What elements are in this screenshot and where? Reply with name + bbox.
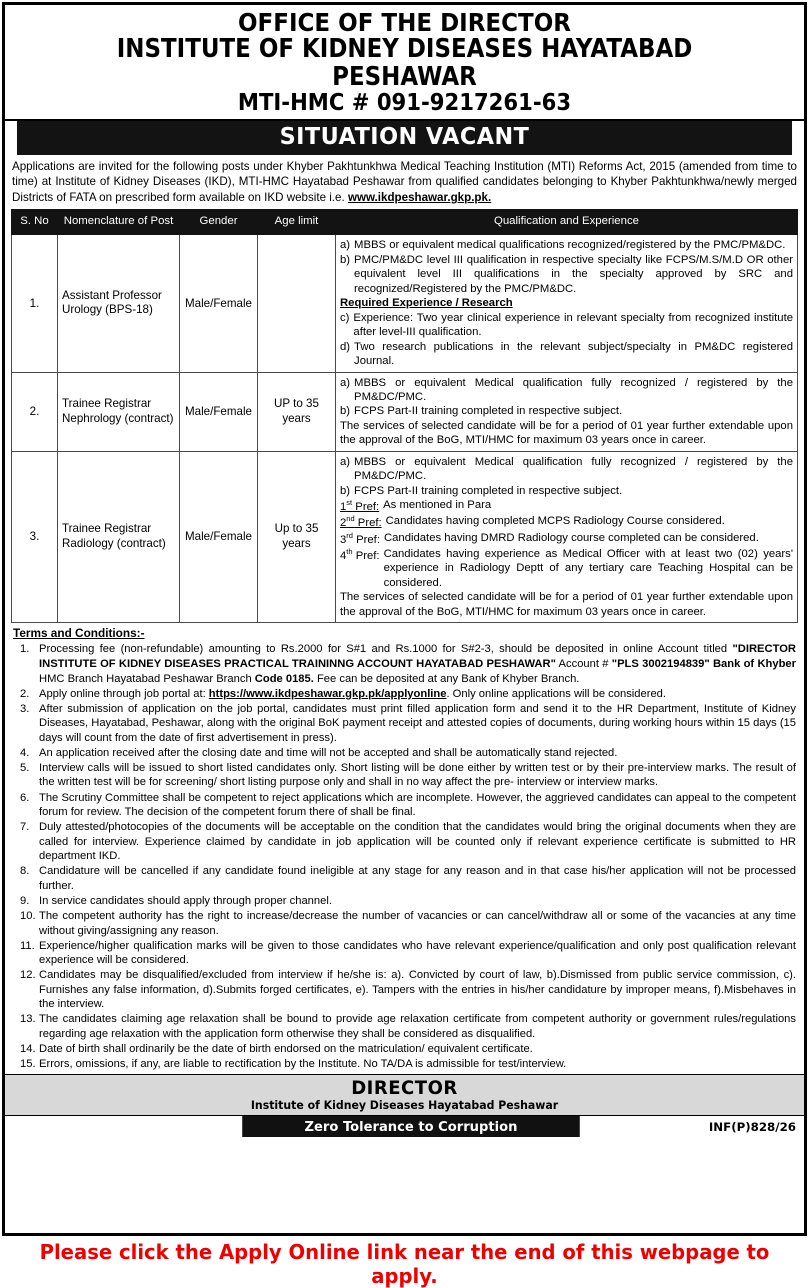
- institute-title: INSTITUTE OF KIDNEY DISEASES HAYATABAD PESHAWAR: [116, 34, 693, 92]
- table-row: [12, 372, 798, 451]
- qualification-note: Required Experience / Research: [340, 297, 513, 310]
- term-text: In service candidates should apply through proper channel.: [39, 894, 332, 907]
- term-item: [13, 909, 796, 938]
- qualification-text: Candidates having experience as Medical Officer with at least two (02) years' experience in Radiology Deptt of any tertiary care Teaching Hospital can be considered.: [383, 547, 793, 589]
- qualification-item: [340, 404, 793, 418]
- table-row: [12, 451, 798, 622]
- contact-line: MTI-HMC # 091-9217261-63: [237, 90, 572, 117]
- term-text: Errors, omissions, if any, are liable to rectification by the Institute. No TA/DA is admissible for test/interview.: [39, 1058, 567, 1071]
- term-text: Candidature will be cancelled if any candidate found ineligible at any stage for any reason and in that case his/her application will not be processed further.: [39, 865, 796, 892]
- jobs-table-body: [12, 235, 798, 623]
- apply-online-url[interactable]: https://www.ikdpeshawar.gkp.pk/applyonline: [208, 687, 447, 700]
- qualification-note: The services of selected candidate will be for a period of 01 year further extendable upon the approval of the BoG, MTI/HMC for maximum 03 years once in career.: [340, 591, 793, 618]
- term-item: [13, 746, 796, 761]
- qualification-text: MBBS or equivalent Medical qualification fully recognized / registered by the PM&DC/PMC.: [354, 455, 793, 483]
- cell-qualification: [336, 235, 798, 372]
- term-number: 7.: [20, 821, 30, 834]
- intro-text: Applications are invited for the following posts under Khyber Pakhtunkhwa Medical Teaching Institution (MTI) Reforms Act, 2015 (amended from time to time) at Institute of Kidney Diseases (IKD), MTI-HMC Hayatabad Peshawar from qualified candidates belonging to Khyber Pakhtunkhwa/newly merged Districts of FATA on prescribed form available on IKD website i.e.: [12, 159, 797, 205]
- cell-age-limit: [258, 235, 336, 372]
- qualification-marker: 1st Pref:: [340, 498, 380, 513]
- qualification-marker: d): [340, 340, 351, 353]
- term-item: [13, 1012, 796, 1041]
- term-text: Duly attested/photocopies of the documents will be acceptable on the condition that the candidates would bring the original documents when they are called for interview. Experience claimed by candidate in job application will be counted only if relevant experience certificate is submitted to HR department IKD.: [39, 821, 796, 863]
- cell-post-name: Trainee Registrar Nephrology (contract): [58, 372, 180, 451]
- qualification-text: As mentioned in Para: [383, 499, 492, 512]
- table-header-row: [12, 209, 798, 235]
- term-text: Interview calls will be issued to short listed candidates only. Short listing will be done either by written test or by their pre-interview marks. The result of the written test will be for screening/ short listing purpose only and shall in no way affect the pre- interview or interview marks.: [39, 761, 796, 789]
- term-number: 11.: [20, 939, 35, 952]
- term-number: 3.: [20, 702, 30, 715]
- qualification-item: [340, 455, 793, 484]
- intro-paragraph: [5, 155, 804, 209]
- term-item: [13, 968, 796, 1012]
- term-item: [13, 894, 796, 909]
- footer-institute-name: Institute of Kidney Diseases Hayatabad Peshawar: [250, 1098, 559, 1113]
- qualification-marker: a): [340, 455, 351, 468]
- term-number: 12.: [20, 969, 36, 982]
- terms-section: [5, 623, 804, 1074]
- qualification-marker: 2nd Pref:: [340, 514, 382, 530]
- qualification-marker: a): [340, 376, 351, 389]
- cell-qualification: [336, 451, 798, 622]
- qualification-marker: b): [340, 484, 351, 497]
- term-number: 10.: [20, 910, 36, 922]
- term-item: [13, 864, 796, 893]
- cell-qualification: [336, 372, 798, 451]
- qualification-item: [340, 376, 793, 405]
- term-item: [13, 939, 796, 968]
- qualification-text: FCPS Part-II training completed in respective subject.: [354, 405, 623, 418]
- qualification-item: [340, 311, 793, 340]
- term-number: 8.: [20, 865, 30, 878]
- cell-serial-number: 1.: [12, 235, 58, 372]
- qualification-text: Two research publications in the relevant subject/specialty in PM&DC registered Journal.: [354, 340, 793, 368]
- term-number: 2.: [20, 687, 30, 700]
- qualification-marker: b): [340, 405, 351, 418]
- term-text: The candidates claiming age relaxation shall be bound to provide age relaxation certificate from competent authority or government rules/regulations regarding age relaxation with the application form otherwise they shall be considered as disqualified.: [39, 1013, 796, 1040]
- qualification-item: [340, 531, 793, 547]
- qualification-text: FCPS Part-II training completed in respective subject.: [354, 484, 623, 497]
- col-header-age: Age limit: [258, 209, 336, 235]
- term-item: [13, 1057, 796, 1072]
- qualification-item: [340, 238, 793, 252]
- col-header-qualification: Qualification and Experience: [336, 209, 798, 235]
- qualification-text: Experience: Two year clinical experience in relevant specialty from recognized institute after level-III qualification.: [353, 311, 793, 339]
- qualification-marker: 3rd Pref:: [340, 530, 380, 546]
- qualification-item: [340, 340, 793, 369]
- cell-age-limit: Up to 35 years: [258, 451, 336, 622]
- situation-vacant-banner: SITUATION VACANT: [17, 121, 792, 155]
- qualification-marker: c): [340, 311, 350, 324]
- term-number: 13.: [20, 1013, 36, 1026]
- term-item: [13, 820, 796, 864]
- footer-slogan-bar: [5, 1115, 804, 1137]
- term-number: 14.: [20, 1043, 36, 1056]
- term-text: Candidates may be disqualified/excluded from interview if he/she is: a). Convicted by court of law, b).Dismissed from public service commission, c). Furnishes any false information, d).Submits forged certificates, e). Tampers with the entries in his/her candidature by improper means, f).Misbehaves in the interview.: [39, 969, 796, 1011]
- qualification-text: MBBS or equivalent Medical qualification fully recognized / registered by the PM&DC/PMC.: [354, 376, 793, 403]
- cell-serial-number: 2.: [12, 372, 58, 451]
- qualification-item: [340, 253, 793, 296]
- term-text: Processing fee (non-refundable) amounting to Rs.2000 for S#1 and Rs.1000 for S#2-3, should be deposited in online Account titled "DIRECTOR INSTITUTE OF KIDNEY DISEASES PRACTICAL TRAININNG ACCOUNT HAYATABAD PESHAWAR" Account # "PLS 3002194839" Bank of Khyber HMC Branch Hayatabad Peshawar Branch Code 0185. Fee can be deposited at any Bank of Khyber Branch.: [39, 643, 796, 685]
- term-item: [13, 642, 796, 686]
- term-item: [13, 791, 796, 820]
- cell-gender: Male/Female: [180, 235, 258, 372]
- qualification-item: [340, 547, 793, 590]
- term-text: An application received after the closing date and time will not be accepted and shall be automatically stand rejected.: [39, 746, 618, 759]
- term-number: 1.: [20, 643, 30, 656]
- qualification-item: [340, 484, 793, 498]
- term-item: [13, 1042, 796, 1057]
- jobs-table: [11, 209, 798, 623]
- col-header-sno: S. No: [12, 209, 58, 235]
- qualification-item: [340, 514, 793, 530]
- qualification-marker: a): [340, 239, 351, 252]
- term-text: Apply online through job portal at: https://www.ikdpeshawar.gkp.pk/applyonline. Only online applications will be considered.: [39, 687, 666, 700]
- col-header-post: Nomenclature of Post: [58, 209, 180, 235]
- qualification-text: PMC/PM&DC level III qualification in respective specialty like FCPS/M.S/M.D OR other equivalent level III qualifications in the specialty approved by SRC and recognized/Registered by the PMC/PM&DC.: [354, 253, 793, 295]
- term-number: 9.: [20, 894, 30, 907]
- footer-director-title: DIRECTOR: [351, 1077, 458, 1100]
- terms-list: [13, 642, 796, 1071]
- qualification-text: Candidates having DMRD Radiology course completed can be considered.: [383, 531, 759, 544]
- footer-director-block: [5, 1074, 804, 1115]
- terms-title: Terms and Conditions:-: [13, 626, 145, 641]
- term-text: The Scrutiny Committee shall be competent to reject applications which are incomplete. However, the aggrieved candidates can appeal to the competent forum for review. The decision of the competent forum there of shall be final.: [39, 791, 796, 819]
- qualification-item: [340, 498, 793, 514]
- cell-post-name: Assistant Professor Urology (BPS-18): [58, 235, 180, 372]
- term-text: Experience/higher qualification marks will be given to those candidates who have relevant experience/qualification and only post qualification relevant experience will be considered.: [39, 939, 796, 967]
- table-row: [12, 235, 798, 372]
- term-item: [13, 761, 796, 790]
- inf-reference-number: INF(P)828/26: [585, 1116, 804, 1137]
- jobs-table-wrap: [5, 209, 804, 623]
- zero-tolerance-slogan: Zero Tolerance to Corruption: [242, 1116, 580, 1137]
- term-number: 4.: [20, 746, 30, 759]
- qualification-text: Candidates having completed MCPS Radiology Course considered.: [385, 515, 725, 528]
- qualification-note: The services of selected candidate will be for a period of 01 year further extendable upon the approval of the BoG, MTI/HMC for maximum 03 years once in career.: [340, 419, 793, 447]
- term-number: 5.: [20, 761, 30, 774]
- qualification-marker: b): [340, 253, 351, 266]
- office-title: OFFICE OF THE DIRECTOR: [238, 8, 571, 37]
- cell-gender: Male/Female: [180, 372, 258, 451]
- term-text: After submission of application on the job portal, candidates must print filled application form and send it to the HR Department, Institute of Kidney Diseases, Hayatabad, Peshawar, along with the original BoK payment receipt and attested copies of documents, during working hours within 15 days (15 days will count from the date of first advertisement in press).: [39, 702, 796, 744]
- cell-gender: Male/Female: [180, 451, 258, 622]
- footer-spacer-left: [5, 1116, 237, 1137]
- term-number: 6.: [20, 791, 30, 804]
- qualification-text: MBBS or equivalent medical qualifications recognized/registered by the PMC/PM&DC.: [354, 239, 786, 252]
- term-number: 15.: [20, 1058, 36, 1071]
- intro-website-link[interactable]: www.ikdpeshawar.gkp.pk.: [347, 191, 492, 205]
- term-item: [13, 702, 796, 746]
- qualification-marker: 4th Pref:: [340, 546, 380, 562]
- term-text: Date of birth shall ordinarily be the date of birth endorsed on the matriculation/ equivalent certificate.: [39, 1043, 533, 1056]
- header: [5, 5, 804, 121]
- apply-online-notice: Please click the Apply Online link near the end of this webpage to apply.: [39, 1240, 770, 1288]
- col-header-gender: Gender: [180, 209, 258, 235]
- cell-post-name: Trainee Registrar Radiology (contract): [58, 451, 180, 622]
- cell-serial-number: 3.: [12, 451, 58, 622]
- ad-frame: [2, 2, 807, 1236]
- cell-age-limit: UP to 35 years: [258, 372, 336, 451]
- term-item: [13, 687, 796, 702]
- term-text: The competent authority has the right to increase/decrease the number of vacancies or can cancel/withdraw all or some of the vacancies at any time without giving/assigning any reason.: [39, 910, 796, 937]
